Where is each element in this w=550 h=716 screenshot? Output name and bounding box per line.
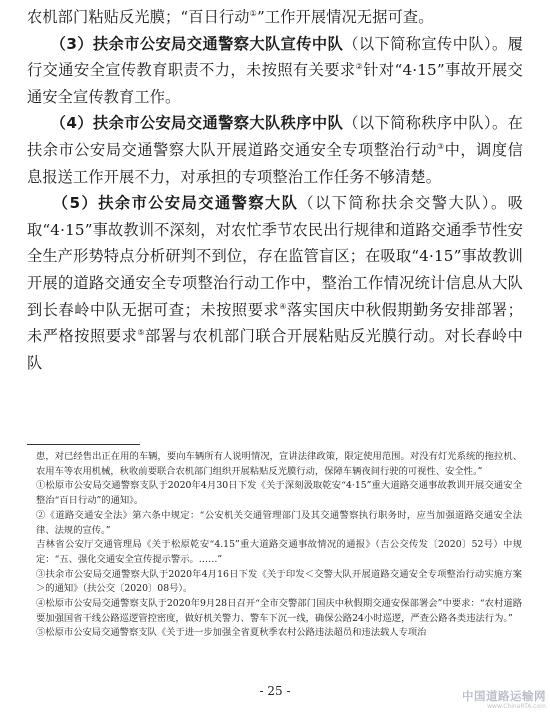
paragraph-3-propaganda-squad bbox=[27, 31, 523, 111]
footnote-2-continued: 吉林省公安厅交通管理局《关于松原乾安“4.15”重大道路交通事故情况的通报》（吉公交传发〔2020〕52号）中规定：“五、强化交通安全宣传提示警示。……” bbox=[36, 539, 522, 565]
footnote-ref: ① bbox=[249, 8, 257, 18]
footnote-3: ③扶余市公安局交通警察大队于2020年4月16日下发《关于印发＜交警大队开展道路交通安全专项整治行动实施方案＞的通知》（扶公交〔2020〕08号）。 bbox=[36, 568, 522, 595]
footnote-ref: ④ bbox=[279, 301, 287, 311]
watermark-text: 中国道路运输网 bbox=[462, 689, 546, 703]
footnote-4: ④松原市公安局交通警察支队于2020年9月28日召开“全市交警部门国庆中秋假期交通安保部署会”中要求：“农村道路要加强国省干线公路巡逻管控密度，做好机关警力、警车下沉一线，确保公路24小时巡逻，严查公路各类违法行为。” bbox=[36, 598, 522, 624]
footnote-ref: ⑤ bbox=[137, 328, 146, 338]
footnote-continuation: 患，对已经售出正在用的车辆，要向车辆所有人说明情况，宣讲法律政策，限定使用范围。对没有灯光系统的拖拉机、农用车等农用机械，秋收前要联合农机部门组织开展粘贴反光膜行动，保障车辆夜间行驶的可视性、安全性。” bbox=[36, 451, 522, 477]
paragraph-1: 农机部门粘贴反光膜；“百日行动①”工作开展情况无据可查。 bbox=[27, 8, 434, 26]
watermark-logo bbox=[438, 690, 546, 711]
page-number: - 25 - bbox=[259, 684, 291, 698]
footnote-ref: ② bbox=[355, 62, 364, 72]
watermark-url: www.ChinaRTA.com bbox=[487, 703, 546, 710]
paragraph-heading: （3）扶余市公安局交通警察大队宣传中队 bbox=[58, 34, 344, 53]
footnote-2: ②《道路交通安全法》第六条中规定：“公安机关交通管理部门及其交通警察执行职务时，应当加强道路交通安全法律、法规的宣传。” bbox=[36, 509, 522, 536]
footnote-5: ⑤松原市公安局交通警察支队《关于进一步加强全省夏秋季农村公路违法超员和违法载人专项治 bbox=[36, 627, 427, 639]
paragraph-5-traffic-brigade bbox=[27, 190, 523, 376]
paragraph-text: （以下简称扶余交警大队）。吸取“4·15”事故教训不深刻，对农忙季节农民出行规律和道路交通季节性安全生产形势特点分析研判不到位，存在监管盲区；在吸取“4·15”事故教训开展的道路交通安全专项整治行动工作中，整治工作情况统计信息从大队到长春岭中队无据可查；未按照要求④落实国庆中秋假期勤务安排部署；未严格按照要求⑤部署与农机部门联合开展粘贴反光膜行动。对长春岭中队 bbox=[27, 194, 523, 372]
body-text bbox=[27, 4, 523, 376]
paragraph-heading: （4）扶余市公安局交通警察大队秩序中队 bbox=[58, 114, 344, 133]
paragraph-text: （以下简称秩序中队）。在扶余市公安局交通警察大队开展道路交通安全专项整治行动③中，调度信息报送工作开展不力，对承担的专项整治工作任务不够清楚。 bbox=[27, 114, 524, 186]
footnote-1: ①松原市公安局交通警察支队于2020年4月30日下发《关于深刻汲取乾安“4·15”重大道路交通事故教训开展交通安全整治“百日行动”的通知》。 bbox=[36, 480, 522, 507]
footnotes bbox=[36, 450, 522, 641]
paragraph-text: （以下简称宣传中队）。履行交通安全宣传教育职责不力，未按照有关要求②针对“4·15”事故开展交通安全宣传教育工作。 bbox=[27, 34, 524, 106]
footnote-divider bbox=[27, 444, 140, 445]
footnote-ref: ③ bbox=[436, 141, 445, 151]
paragraph-4-order-squad bbox=[27, 110, 523, 190]
paragraph-heading: （5）扶余市公安局交通警察大队 bbox=[60, 194, 299, 213]
